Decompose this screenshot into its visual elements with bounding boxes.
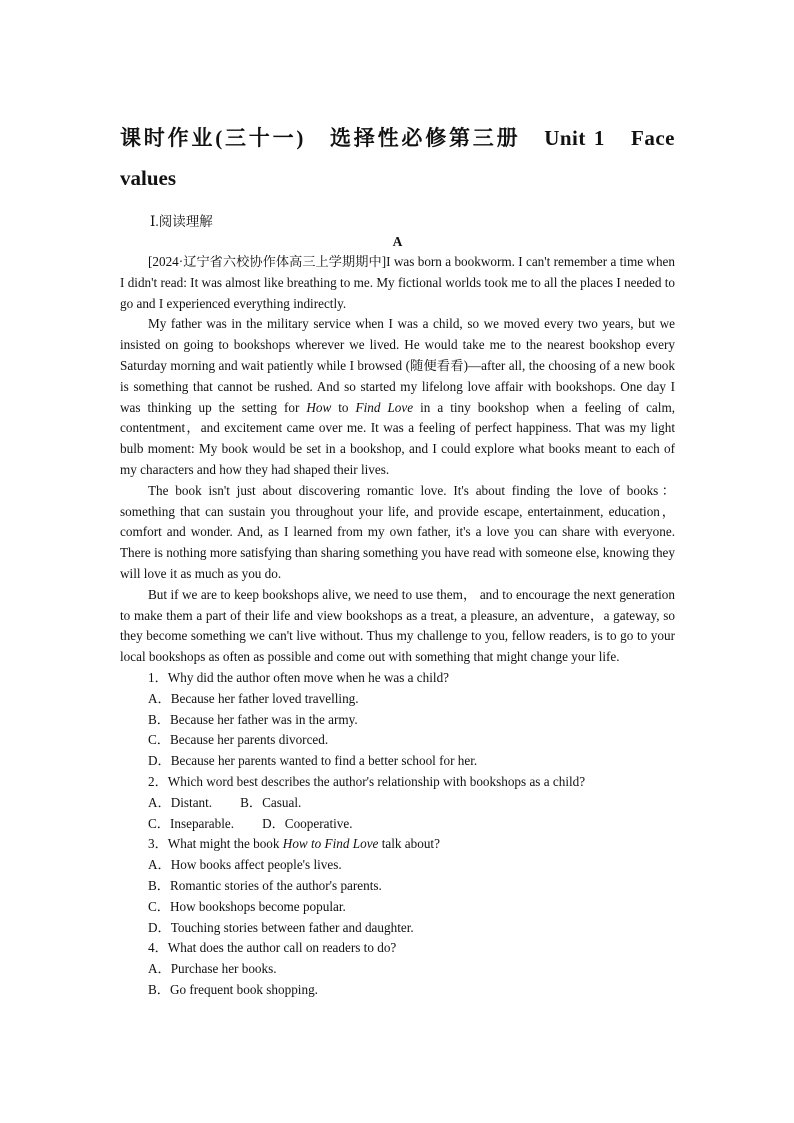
passage-label: A (392, 234, 403, 249)
question-2-option-c: C．Inseparable. (148, 815, 235, 831)
page-title-continued: values (120, 166, 177, 190)
question-1-option-c: C．Because her parents divorced. (148, 732, 329, 748)
question-3-option-b: B．Romantic stories of the author's parents. (148, 877, 382, 893)
question-4-option-b: B．Go frequent book shopping. (148, 981, 318, 997)
question-1-option-b: B．Because her father was in the army. (148, 711, 358, 727)
paragraph-3: The book isn't just about discovering romantic love. It's about finding the love of books：something that can sustain you throughout your life, and provide escape, entertainment, education，comfort and wonder. And, as I learned from my own father, it's a love you can share with everyone. There is nothing more satisfying than sharing something you have read with someone else, knowing they will love it as much as you do. (120, 482, 675, 581)
passage-source: [2024·辽宁省六校协作体高三上学期期中] (148, 254, 387, 269)
question-4-option-a: A．Purchase her books. (148, 961, 277, 977)
paragraph-2-text-a: My father was in the military service when I was a child, so we moved every two years, but we insisted on going to bookshops wherever we lived. He would take me to the nearest bookshop every Saturday morning and wait patiently while I browsed (随便看看)—after all, the choosing of a new book is something that cannot be rushed. And so started my lifelong love affair with bookshops. One day I was thinking up the setting for (120, 316, 675, 415)
question-3-option-d: D．Touching stories between father and daughter. (148, 919, 414, 935)
question-4-stem: 4．What does the author call on readers to do? (148, 940, 397, 956)
document-page (120, 118, 675, 1001)
question-3-stem-pre: 3．What might the book (148, 836, 283, 852)
question-2-option-a: A．Distant. (148, 794, 213, 810)
question-3-book-title: How to Find Love (282, 836, 379, 852)
paragraph-1-text: I was born a bookworm. I can't remember a time when I didn't read: It was almost like breathing to me. My fictional worlds took me to all the places I needed to go and I experienced everything indirectly. (120, 254, 675, 311)
book-title-part-2: Find Love (355, 399, 414, 415)
question-3-option-a: A．How books affect people's lives. (148, 857, 342, 873)
question-3-stem (120, 834, 675, 855)
paragraph-4: But if we are to keep bookshops alive, we need to use them， and to encourage the next generation to make them a part of their life and view bookshops as a treat, a pleasure, an adventure，a gateway, so they become something we can't live without. Thus my challenge to you, fellow readers, is to go to your local bookshops as often as possible and come out with something that might change your life. (120, 586, 675, 665)
paragraph-2 (120, 314, 675, 480)
question-1-option-a: A．Because her father loved travelling. (148, 690, 359, 706)
question-3-stem-post: talk about? (378, 836, 440, 852)
question-2-options-row-2 (120, 814, 675, 835)
question-1-option-d: D．Because her parents wanted to find a better school for her. (148, 753, 478, 769)
page-title: 课时作业(三十一) 选择性必修第三册 Unit 1 Face (120, 126, 675, 150)
paragraph-2-text-b: in a tiny bookshop when a feeling of calm, contentment，and excitement came over me. It was a feeling of perfect happiness. That was my light bulb moment: My book would be set in a bookshop, and I could explore what books meant to each of my characters and how they had shaped their lives. (120, 399, 675, 477)
book-title-connector: to (331, 399, 356, 415)
question-3-option-c: C．How bookshops become popular. (148, 898, 346, 914)
question-2-options-row-1 (120, 793, 675, 814)
question-2-stem: 2．Which word best describes the author's relationship with bookshops as a child? (148, 773, 586, 789)
question-1-stem: 1．Why did the author often move when he was a child? (148, 669, 450, 685)
section-heading: Ⅰ.阅读理解 (150, 214, 213, 229)
question-2-option-d: D．Cooperative. (262, 815, 353, 831)
question-2-option-b: B．Casual. (240, 794, 302, 810)
book-title-part-1: How (306, 399, 332, 415)
paragraph-1 (120, 252, 675, 314)
